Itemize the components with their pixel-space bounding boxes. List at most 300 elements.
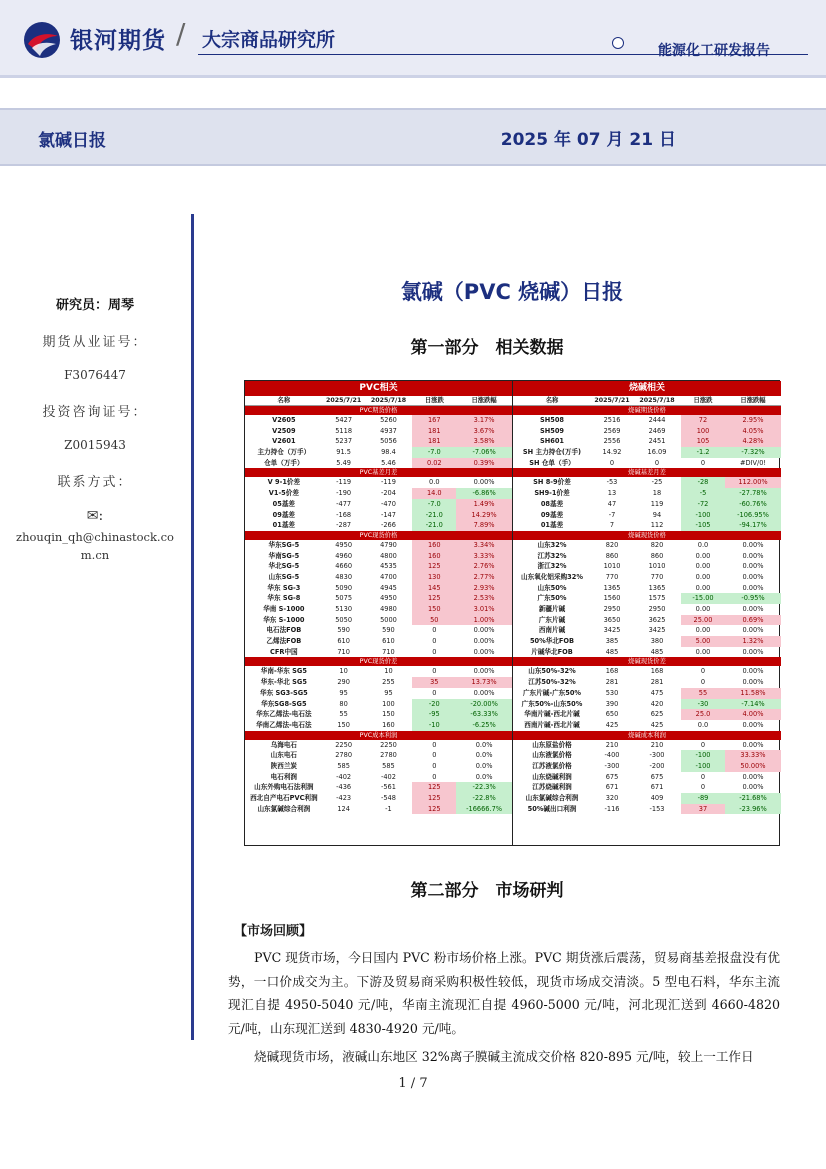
table-cell: 530 <box>605 688 619 697</box>
data-table <box>244 380 780 846</box>
table-cell: -22.8% <box>456 793 512 804</box>
row-label: 江苏50%-32% <box>528 678 576 687</box>
table-cell: 0.00 <box>695 562 711 571</box>
table-cell: -30 <box>681 699 725 710</box>
table-row <box>513 647 781 658</box>
table-cell: 125 <box>412 561 456 572</box>
table-cell: 5260 <box>380 416 397 424</box>
row-label: 山东外购电石法利润 <box>254 783 314 792</box>
table-cell: 0 <box>700 772 706 781</box>
row-label: SH 8-9价差 <box>533 478 571 487</box>
table-cell: 385 <box>605 637 619 646</box>
table-cell: -7.0 <box>412 447 456 458</box>
table-cell: -400 <box>604 751 620 760</box>
table-row <box>245 688 512 699</box>
section-header: 烧碱基差月差 <box>513 468 781 477</box>
market-review-heading: 【市场回顾】 <box>234 924 313 939</box>
table-cell: 100 <box>681 426 725 437</box>
table-cell: 475 <box>650 688 664 697</box>
row-label: 电石利润 <box>270 772 298 781</box>
table-row <box>513 709 781 720</box>
table-row <box>245 458 512 469</box>
table-cell: 150 <box>337 720 350 729</box>
table-cell: -7 <box>608 510 616 519</box>
table-row <box>513 458 781 469</box>
table-cell: 5237 <box>335 437 353 446</box>
row-label: 华南片碱-西北片碱 <box>524 710 580 719</box>
doc-title: 氯碱日报 <box>38 131 106 151</box>
table-cell: -402 <box>336 772 352 781</box>
row-label: 乌海电石 <box>270 740 298 749</box>
table-cell: 98.4 <box>381 448 396 457</box>
table-cell: 1365 <box>648 583 666 592</box>
row-label: 广东片碱 <box>538 615 566 624</box>
table-cell: -10 <box>412 720 456 731</box>
row-label: 电石法FOB <box>266 626 302 635</box>
row-label: 广东50% <box>537 594 567 603</box>
table-row <box>513 804 781 815</box>
table-cell: -22.3% <box>456 782 512 793</box>
row-label: 山东氯碱综合利润 <box>257 804 311 813</box>
table-cell: 425 <box>650 720 664 729</box>
table-cell: 4.00% <box>725 709 781 720</box>
table-cell: -25 <box>651 478 663 487</box>
table-cell: 210 <box>650 740 664 749</box>
table-cell: 820 <box>605 540 619 549</box>
table-cell: 425 <box>605 720 619 729</box>
table-row <box>513 688 781 699</box>
row-label: 山东32% <box>537 540 567 549</box>
row-label: V2605 <box>272 416 296 424</box>
table-cell: 0 <box>432 688 437 697</box>
table-cell: 485 <box>605 647 619 656</box>
table-cell: 485 <box>650 647 664 656</box>
row-label: 华东乙烯法-电石法 <box>256 710 312 719</box>
table-cell: 770 <box>650 572 664 581</box>
table-cell: 14.92 <box>602 448 622 457</box>
table-cell: 168 <box>650 667 664 676</box>
table-row <box>513 699 781 710</box>
row-label: 仓单（万手） <box>264 458 304 467</box>
table-cell: 95 <box>384 688 393 697</box>
table-cell: 0.00% <box>473 626 495 635</box>
table-cell: -72 <box>681 499 725 510</box>
table-cell: 5.46 <box>381 458 396 467</box>
table-row <box>513 772 781 783</box>
mail-icon: ✉: <box>86 508 104 524</box>
table-row <box>513 551 781 562</box>
table-cell: 0.0% <box>475 740 493 749</box>
table-cell: 0 <box>700 740 706 749</box>
row-label: 片碱华北FOB <box>531 647 573 656</box>
table-cell: 0.00% <box>473 637 495 646</box>
table-row <box>245 436 512 447</box>
table-cell: 210 <box>605 740 619 749</box>
table-cell: 590 <box>337 626 350 635</box>
row-label: CFR中国 <box>270 647 298 656</box>
table-cell: 33.33% <box>725 750 781 761</box>
row-label: 05基差 <box>272 499 296 508</box>
table-cell: -287 <box>336 521 352 530</box>
table-cell: 610 <box>337 637 350 646</box>
table-cell: 3425 <box>603 626 621 635</box>
table-row <box>245 615 512 626</box>
title-band <box>0 108 826 166</box>
table-row <box>513 677 781 688</box>
table-cell: -100 <box>681 761 725 772</box>
paragraph-caustic: 烧碱现货市场，液碱山东地区 32%离子膜碱主流成交价格 820-895 元/吨，较上一工作日 <box>254 1049 754 1064</box>
section-header: 烧碱成本利润 <box>513 731 781 740</box>
table-cell: 10 <box>339 667 348 676</box>
table-cell: 1560 <box>603 594 621 603</box>
table-cell: 281 <box>605 678 619 687</box>
table-cell: 3650 <box>603 615 621 624</box>
row-label: 华东SG8-SG5 <box>261 699 307 708</box>
table-cell: 710 <box>382 647 395 656</box>
table-row <box>245 709 512 720</box>
table-cell: 0 <box>654 458 660 467</box>
table-group-title: 烧碱相关 <box>513 381 781 396</box>
table-row <box>513 540 781 551</box>
table-cell: 55 <box>339 710 348 719</box>
table-cell: 0 <box>700 667 706 676</box>
table-cell: 0 <box>432 667 437 676</box>
pvc-table <box>245 381 513 845</box>
table-row <box>245 572 512 583</box>
table-cell: 2950 <box>648 605 666 613</box>
table-cell: 860 <box>605 551 619 560</box>
contact-label: 联系方式： <box>57 475 133 490</box>
table-row <box>245 551 512 562</box>
section-header: PVC成本利润 <box>245 731 512 740</box>
header-dot-icon <box>612 37 624 49</box>
row-label: 09基差 <box>540 510 564 519</box>
table-cell: 3.34% <box>456 540 512 551</box>
table-cell: -6.86% <box>456 488 512 499</box>
table-cell: 35 <box>412 677 456 688</box>
license-value: F3076447 <box>64 368 126 382</box>
table-cell: -53 <box>606 478 618 487</box>
table-cell: 150 <box>412 604 456 615</box>
row-label: 华东 S-1000 <box>263 615 305 624</box>
table-cell: 0.00% <box>742 667 764 676</box>
row-label: 08基差 <box>540 499 564 508</box>
table-row <box>245 510 512 521</box>
table-cell: 0.00% <box>742 740 764 749</box>
table-cell: 125 <box>412 804 456 815</box>
table-cell: 37 <box>681 804 725 815</box>
row-label: 广东片碱-广东50% <box>522 688 582 697</box>
table-row <box>245 415 512 426</box>
table-cell: 2.93% <box>456 583 512 594</box>
table-cell: 0 <box>432 751 437 760</box>
row-label: V1-5价差 <box>268 489 299 498</box>
row-label: SH 仓单（手） <box>529 458 575 467</box>
consult-label: 投资咨询证号： <box>42 405 148 420</box>
table-cell: 320 <box>605 794 619 802</box>
row-label: 09基差 <box>272 510 296 519</box>
table-cell: 13 <box>607 489 617 498</box>
table-cell: 2444 <box>648 416 666 424</box>
sidebar-divider <box>191 214 194 1040</box>
table-cell: 2569 <box>603 426 621 435</box>
row-label: 江苏32% <box>537 551 567 560</box>
table-cell: 2780 <box>335 751 353 760</box>
table-cell: 0.00% <box>473 478 495 487</box>
table-cell: 4950 <box>335 540 353 549</box>
table-cell: -60.76% <box>725 499 781 510</box>
row-label: 50%华北FOB <box>529 637 575 646</box>
table-cell: 14.29% <box>456 510 512 521</box>
table-cell: -89 <box>681 793 725 804</box>
table-cell: 2.76% <box>456 561 512 572</box>
table-row <box>513 572 781 583</box>
table-cell: -95 <box>412 709 456 720</box>
table-cell: 10 <box>384 667 393 676</box>
table-cell: 1010 <box>603 562 621 571</box>
table-cell: 125 <box>412 782 456 793</box>
table-cell: 160 <box>412 540 456 551</box>
table-cell: 0.0% <box>475 751 493 760</box>
table-row <box>245 561 512 572</box>
row-label: 华东SG-5 <box>268 540 300 549</box>
table-row <box>513 636 781 647</box>
row-label: 华东 SG3-SG5 <box>259 688 308 697</box>
table-cell: 0.00% <box>473 688 495 697</box>
table-cell: 25.00 <box>681 615 725 626</box>
table-cell: 5.49 <box>336 458 351 467</box>
table-cell: 0.0 <box>697 540 709 549</box>
table-cell: 4980 <box>380 605 397 613</box>
table-cell: 14.0 <box>412 488 456 499</box>
table-cell: 3425 <box>648 626 666 635</box>
table-cell: 0.00% <box>473 667 495 676</box>
table-row <box>513 415 781 426</box>
table-cell: -16666.7% <box>456 804 512 815</box>
table-cell: 0.00% <box>742 783 764 792</box>
table-cell: 4660 <box>335 562 353 571</box>
table-cell: -106.95% <box>725 510 781 521</box>
row-label: 新疆片碱 <box>538 605 566 613</box>
column-header: 2025/7/21 <box>325 397 362 404</box>
table-row <box>513 583 781 594</box>
table-row <box>245 772 512 783</box>
table-cell: 4950 <box>380 594 397 603</box>
table-cell: 0.39% <box>456 458 512 469</box>
page-number: 1 / 7 <box>398 1076 428 1091</box>
row-label: 华南 S-1000 <box>263 605 305 613</box>
table-cell: -21.0 <box>412 520 456 531</box>
table-cell: 0.00 <box>695 605 711 613</box>
table-row <box>245 740 512 751</box>
table-cell: 5050 <box>335 615 353 624</box>
table-cell: 0.00% <box>473 647 495 656</box>
row-label: 山东液氯价格 <box>532 751 572 760</box>
table-row <box>513 604 781 615</box>
table-cell: 1010 <box>648 562 666 571</box>
table-cell: 3.33% <box>456 551 512 562</box>
table-cell: -168 <box>336 510 352 519</box>
row-label: SH509 <box>539 426 565 435</box>
table-cell: 168 <box>605 667 619 676</box>
table-cell: 0.00% <box>742 583 764 592</box>
table-cell: 1.49% <box>456 499 512 510</box>
table-cell: -1.2 <box>681 447 725 458</box>
table-cell: 0.0 <box>429 478 440 487</box>
table-cell: 0.00 <box>695 626 711 635</box>
table-row <box>245 520 512 531</box>
table-cell: 2516 <box>603 416 621 424</box>
row-label: V2509 <box>272 426 296 435</box>
table-cell: -28 <box>681 477 725 488</box>
table-cell: -0.95% <box>725 593 781 604</box>
table-cell: -21.0 <box>412 510 456 521</box>
table-cell: 671 <box>650 783 664 792</box>
row-label: 江苏烧碱利润 <box>532 783 572 792</box>
table-cell: -6.25% <box>456 720 512 731</box>
table-cell: 0 <box>700 678 706 687</box>
table-cell: -63.33% <box>456 709 512 720</box>
table-row <box>513 750 781 761</box>
table-cell: -477 <box>336 499 352 508</box>
brand-name: 银河期货 <box>70 28 166 54</box>
table-cell: 671 <box>605 783 619 792</box>
table-cell: -147 <box>380 510 396 519</box>
table-row <box>245 625 512 636</box>
table-cell: -561 <box>380 783 396 792</box>
table-row <box>513 447 781 458</box>
table-cell: 16.09 <box>647 448 667 457</box>
table-cell: 112 <box>650 521 664 530</box>
table-row <box>513 477 781 488</box>
table-cell: -100 <box>681 750 725 761</box>
table-cell: 0.0% <box>475 761 493 770</box>
row-label: 乙烯法FOB <box>266 637 302 646</box>
table-row <box>245 720 512 731</box>
table-cell: 125 <box>412 793 456 804</box>
row-label: V2601 <box>272 437 296 446</box>
table-cell: 94 <box>652 510 662 519</box>
table-cell: 2.95% <box>725 415 781 426</box>
row-label: 山东50% <box>537 583 567 592</box>
table-cell: -7.14% <box>725 699 781 710</box>
table-cell: 3.67% <box>456 426 512 437</box>
table-cell: 5130 <box>335 605 353 613</box>
table-cell: -204 <box>380 489 396 498</box>
table-cell: 47 <box>607 499 617 508</box>
table-cell: -266 <box>380 521 396 530</box>
email-address[interactable]: zhouqin_qh@chinastock.com.cn <box>16 530 174 562</box>
table-cell: 409 <box>650 794 664 802</box>
table-cell: 4.28% <box>725 436 781 447</box>
table-cell: -94.17% <box>725 520 781 531</box>
table-cell: 1575 <box>648 594 666 603</box>
table-cell: -7.06% <box>456 447 512 458</box>
row-label: 华东 SG-8 <box>267 594 301 603</box>
table-cell: 390 <box>605 699 619 708</box>
row-label: 山东电石 <box>270 751 298 760</box>
table-cell: 0.00% <box>742 562 764 571</box>
table-cell: -423 <box>336 794 352 802</box>
table-row <box>245 583 512 594</box>
row-label: 西北自产电石PVC利润 <box>250 794 318 802</box>
table-cell: 420 <box>650 699 664 708</box>
table-cell: -548 <box>380 794 396 802</box>
table-row <box>245 426 512 437</box>
table-cell: 0.00% <box>742 647 764 656</box>
table-row <box>245 499 512 510</box>
column-header: 2025/7/18 <box>639 397 675 404</box>
section-header: PVC现货价差 <box>245 657 512 666</box>
table-cell: 0 <box>700 783 706 792</box>
report-main-title: 氯碱（PVC 烧碱）日报 <box>400 280 624 304</box>
table-cell: 7 <box>609 521 615 530</box>
table-cell: 1365 <box>603 583 621 592</box>
table-cell: 55 <box>681 688 725 699</box>
table-row <box>245 540 512 551</box>
column-header: 名称 <box>545 397 559 404</box>
table-cell: -105 <box>681 520 725 531</box>
table-row <box>513 436 781 447</box>
row-label: 陕西兰炭 <box>270 761 298 770</box>
table-cell: 7.89% <box>456 520 512 531</box>
table-cell: 2250 <box>380 740 397 749</box>
table-cell: 72 <box>681 415 725 426</box>
table-cell: 25.0 <box>681 709 725 720</box>
table-row <box>513 793 781 804</box>
table-row <box>245 477 512 488</box>
column-header: 日涨跌幅 <box>740 397 766 404</box>
table-cell: #DIV/0! <box>739 458 767 467</box>
table-cell: 2780 <box>380 751 397 760</box>
row-label: 50%碱出口利润 <box>527 804 577 813</box>
column-header: 日涨跌 <box>693 397 713 404</box>
row-label: V 9-1价差 <box>267 478 301 487</box>
table-row <box>513 782 781 793</box>
table-cell: 181 <box>412 426 456 437</box>
row-label: 华南乙烯法-电石法 <box>256 720 312 729</box>
table-cell: 2950 <box>603 605 621 613</box>
table-cell: 0.0% <box>475 772 493 781</box>
table-row <box>513 615 781 626</box>
table-cell: 4700 <box>380 572 397 581</box>
table-cell: 0.00% <box>742 720 764 729</box>
analyst-sidebar <box>0 294 190 564</box>
table-cell: 80 <box>339 699 348 708</box>
table-row <box>513 520 781 531</box>
table-cell: 585 <box>382 761 395 770</box>
table-cell: -100 <box>681 510 725 521</box>
table-cell: 2.77% <box>456 572 512 583</box>
table-cell: 18 <box>652 489 662 498</box>
table-cell: 0 <box>609 458 615 467</box>
table-cell: 181 <box>412 436 456 447</box>
table-cell: 4830 <box>335 572 353 581</box>
table-cell: 0.00% <box>742 551 764 560</box>
column-header: 日涨跌幅 <box>471 397 497 404</box>
table-row <box>513 499 781 510</box>
table-row <box>513 561 781 572</box>
table-row <box>245 677 512 688</box>
table-cell: 290 <box>337 678 350 687</box>
table-cell: 95 <box>339 688 348 697</box>
department-name: 大宗商品研究所 <box>202 29 336 51</box>
table-cell: 5.00 <box>681 636 725 647</box>
row-label: 华东-华北 SG5 <box>260 678 307 687</box>
table-cell: 820 <box>650 540 664 549</box>
table-group-title: PVC相关 <box>245 381 512 396</box>
table-row <box>513 666 781 677</box>
